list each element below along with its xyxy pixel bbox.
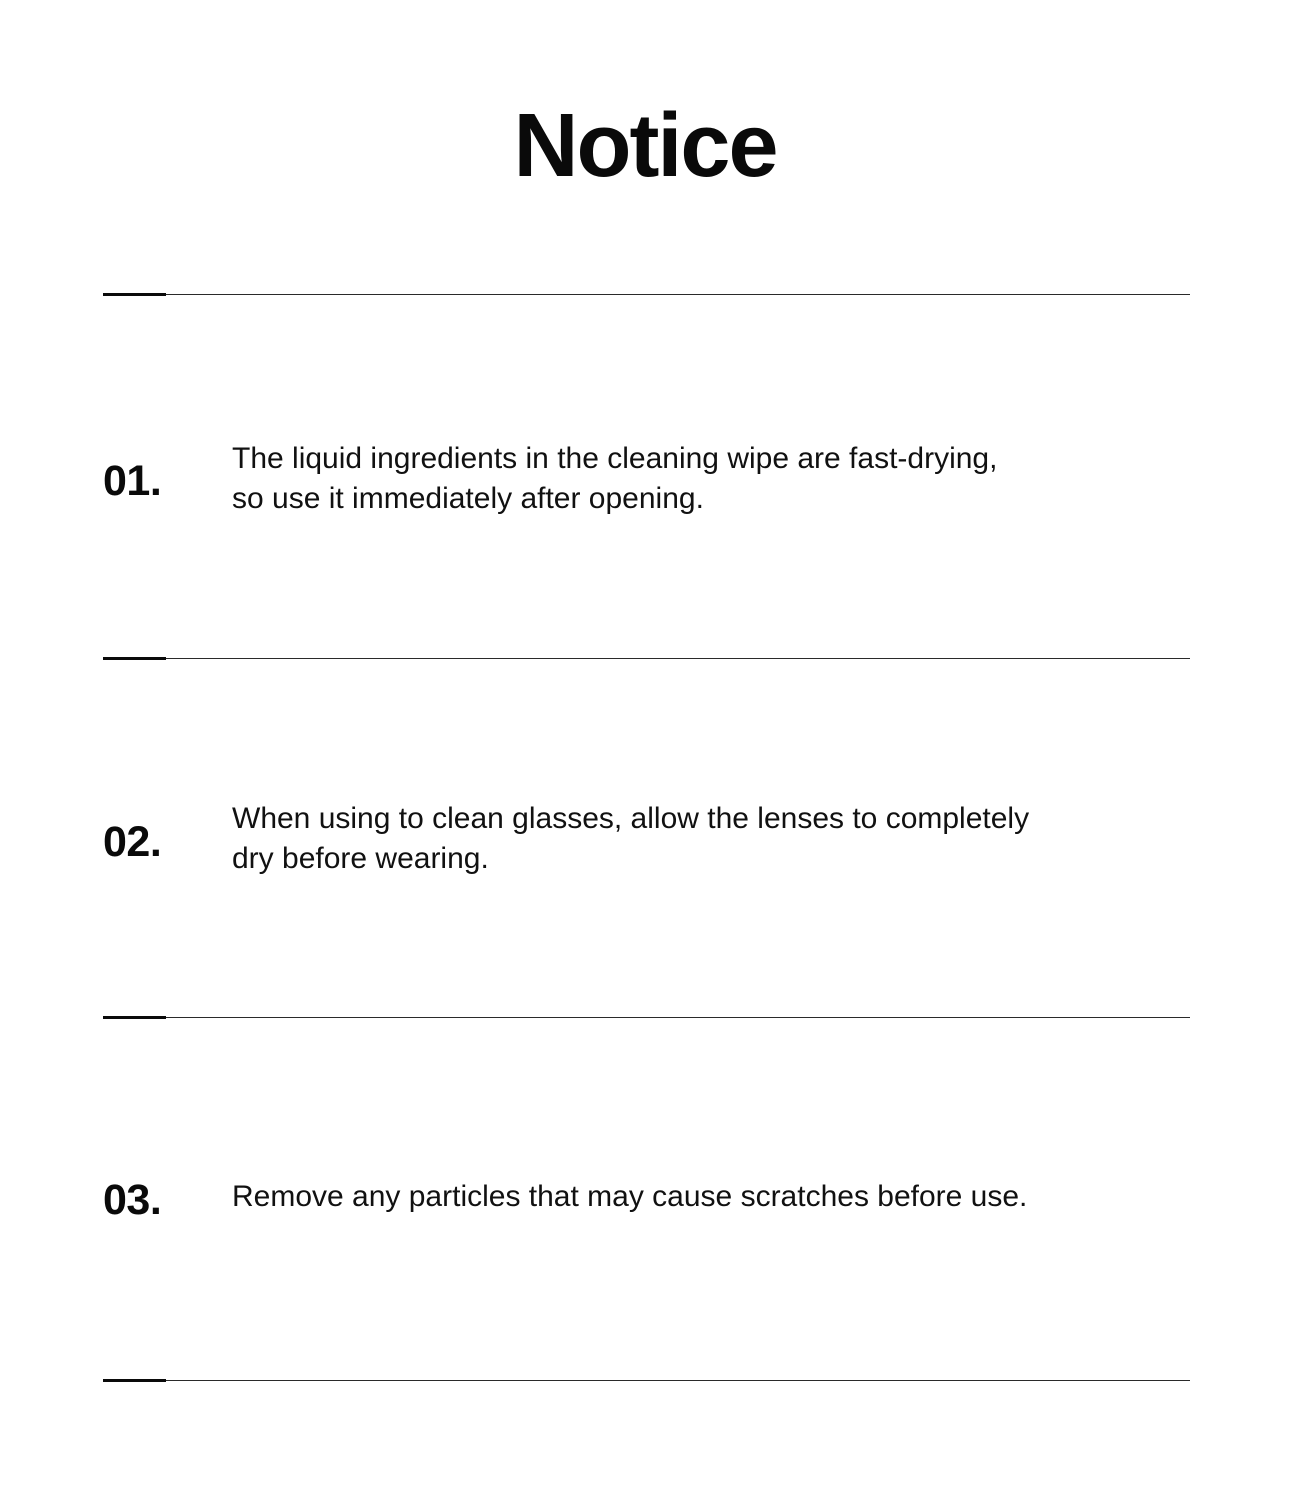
item-text-line: The liquid ingredients in the cleaning wipe are fast-drying,: [232, 442, 998, 475]
item-text: [232, 799, 1132, 879]
item-number: 03.: [103, 1176, 162, 1224]
divider-2: [103, 1017, 1190, 1018]
item-text-line: When using to clean glasses, allow the lenses to completely: [232, 802, 1030, 835]
divider-accent: [103, 1016, 166, 1019]
item-text-line: Remove any particles that may cause scratches before use.: [232, 1180, 1028, 1213]
item-number: 02.: [103, 818, 162, 866]
item-text-line: dry before wearing.: [232, 842, 489, 875]
item-text-line: so use it immediately after opening.: [232, 482, 704, 515]
item-number: 01.: [103, 457, 162, 505]
divider-accent: [103, 1379, 166, 1382]
divider-accent: [103, 293, 166, 296]
notice-title: Notice: [513, 96, 777, 196]
item-text: [232, 1177, 1132, 1217]
divider-accent: [103, 657, 166, 660]
divider-bottom: [103, 1380, 1190, 1381]
item-text: [232, 439, 1132, 519]
divider-top: [103, 294, 1190, 295]
divider-1: [103, 658, 1190, 659]
